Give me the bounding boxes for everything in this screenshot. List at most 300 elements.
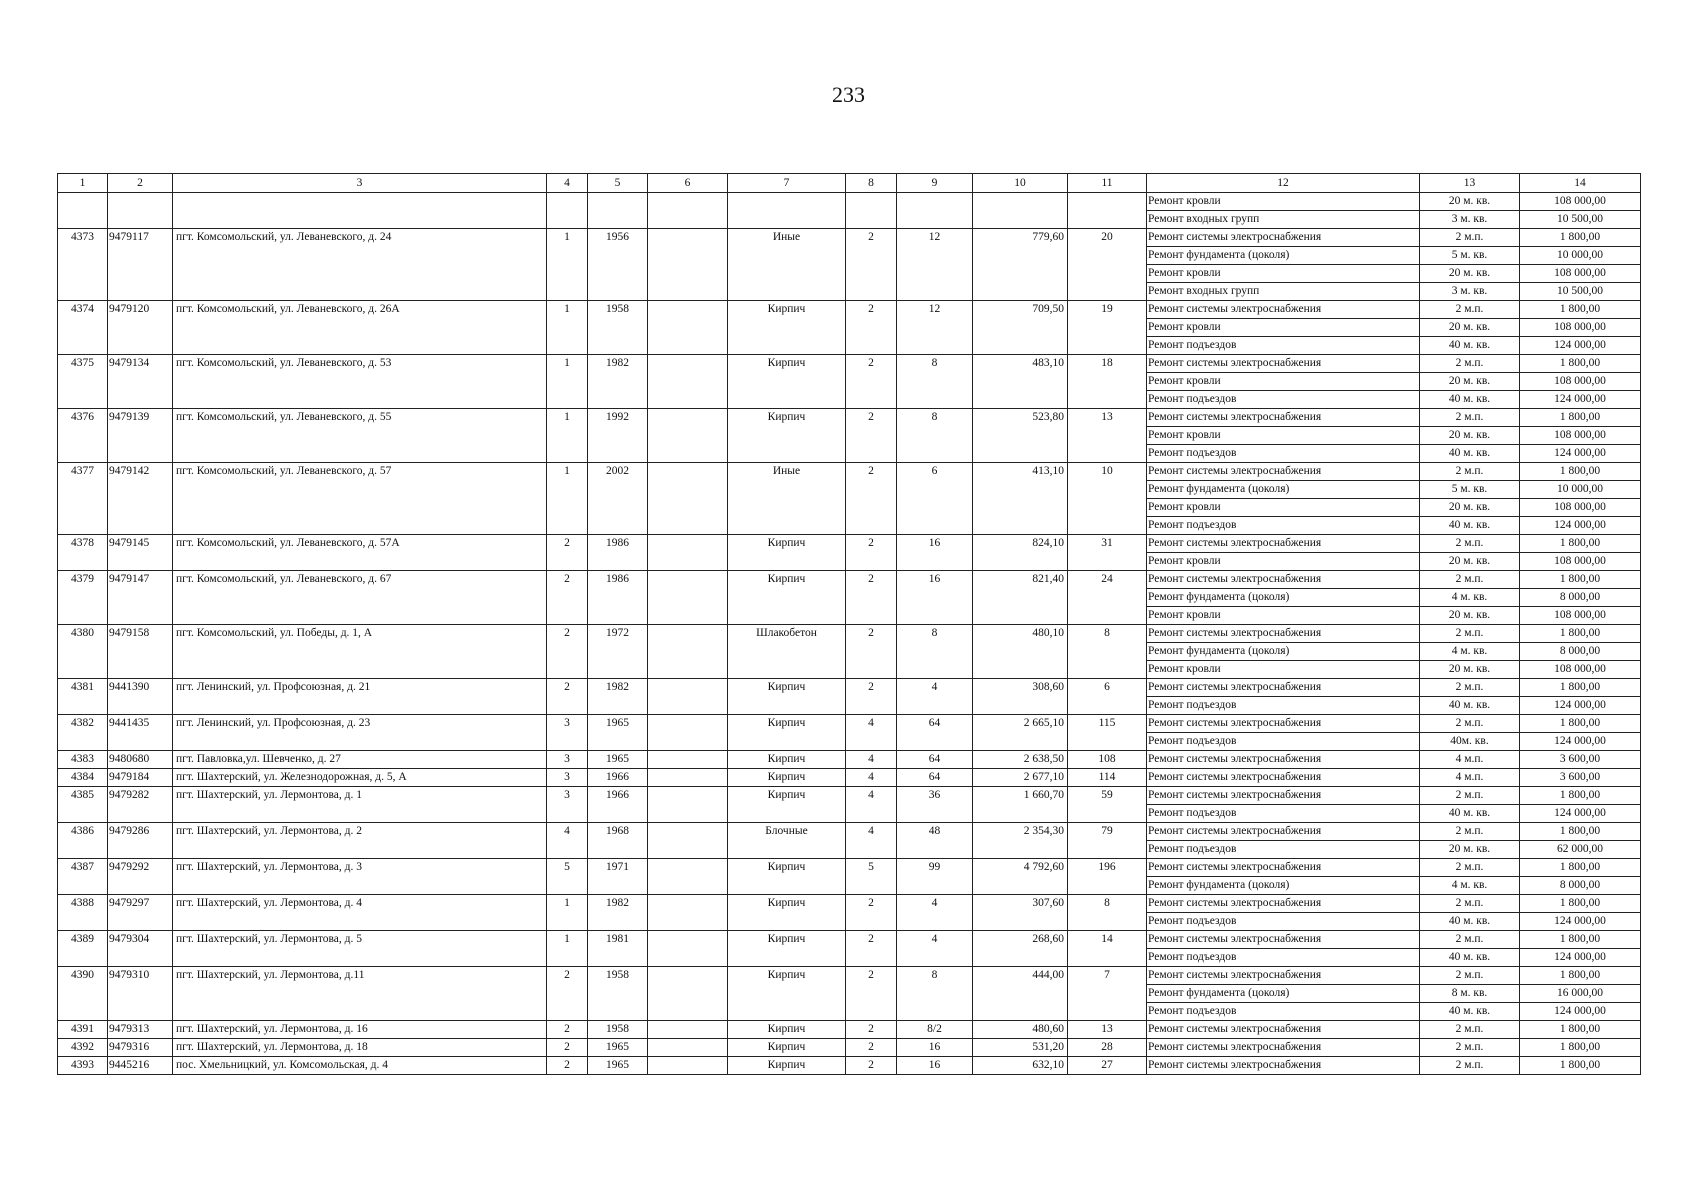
residents-cell: 13 xyxy=(1068,1021,1147,1039)
work-volume-cell: 40 м. кв. xyxy=(1420,913,1520,931)
work-type-cell: Ремонт подъездов xyxy=(1147,949,1420,967)
residents-cell: 13 xyxy=(1068,409,1147,463)
apartments-cell: 64 xyxy=(897,769,973,787)
work-type-cell: Ремонт подъездов xyxy=(1147,913,1420,931)
work-volume-cell: 2 м.п. xyxy=(1420,823,1520,841)
building-code-cell: 9480680 xyxy=(108,751,173,769)
residents-cell: 19 xyxy=(1068,301,1147,355)
residents-cell: 115 xyxy=(1068,715,1147,751)
work-volume-cell: 40 м. кв. xyxy=(1420,1003,1520,1021)
residents-cell: 108 xyxy=(1068,751,1147,769)
work-type-cell: Ремонт системы электроснабжения xyxy=(1147,823,1420,841)
work-cost-cell: 3 600,00 xyxy=(1520,769,1641,787)
entrances-cell: 4 xyxy=(846,715,897,751)
work-cost-cell: 108 000,00 xyxy=(1520,373,1641,391)
residents-cell: 7 xyxy=(1068,967,1147,1021)
column-6-cell xyxy=(648,1039,728,1057)
address-cell: пгт. Ленинский, ул. Профсоюзная, д. 23 xyxy=(173,715,547,751)
work-volume-cell: 20 м. кв. xyxy=(1420,607,1520,625)
year-cell: 1986 xyxy=(588,571,648,625)
work-cost-cell: 10 000,00 xyxy=(1520,247,1641,265)
year-cell: 1965 xyxy=(588,1039,648,1057)
building-code-cell: 9479292 xyxy=(108,859,173,895)
work-volume-cell: 20 м. кв. xyxy=(1420,265,1520,283)
work-volume-cell: 2 м.п. xyxy=(1420,967,1520,985)
table-row xyxy=(58,679,1641,697)
address-cell: пгт. Шахтерский, ул. Лермонтова, д. 4 xyxy=(173,895,547,931)
year-cell: 1972 xyxy=(588,625,648,679)
entrances-cell: 2 xyxy=(846,1039,897,1057)
residents-cell: 79 xyxy=(1068,823,1147,859)
column-header: 13 xyxy=(1420,174,1520,193)
row-number-cell: 4376 xyxy=(58,409,108,463)
column-6-cell xyxy=(648,355,728,409)
work-cost-cell: 1 800,00 xyxy=(1520,715,1641,733)
row-number-cell: 4378 xyxy=(58,535,108,571)
row-number-cell: 4393 xyxy=(58,1057,108,1075)
area-cell: 1 660,70 xyxy=(973,787,1068,823)
column-header: 9 xyxy=(897,174,973,193)
work-volume-cell: 40 м. кв. xyxy=(1420,949,1520,967)
work-volume-cell: 2 м.п. xyxy=(1420,535,1520,553)
table-row xyxy=(58,787,1641,805)
entrances-cell: 2 xyxy=(846,1021,897,1039)
column-6-cell xyxy=(648,301,728,355)
work-cost-cell: 1 800,00 xyxy=(1520,787,1641,805)
work-cost-cell: 124 000,00 xyxy=(1520,445,1641,463)
column-6-cell xyxy=(648,931,728,967)
building-code-cell: 9441435 xyxy=(108,715,173,751)
work-volume-cell: 40 м. кв. xyxy=(1420,805,1520,823)
area-cell: 523,80 xyxy=(973,409,1068,463)
work-volume-cell: 2 м.п. xyxy=(1420,229,1520,247)
apartments-cell: 16 xyxy=(897,1057,973,1075)
apartments-cell: 16 xyxy=(897,571,973,625)
work-volume-cell: 2 м.п. xyxy=(1420,931,1520,949)
address-cell: пгт. Павловка,ул. Шевченко, д. 27 xyxy=(173,751,547,769)
work-cost-cell: 108 000,00 xyxy=(1520,553,1641,571)
work-type-cell: Ремонт системы электроснабжения xyxy=(1147,1039,1420,1057)
apartments-cell: 8 xyxy=(897,409,973,463)
work-type-cell: Ремонт кровли xyxy=(1147,193,1420,211)
entrances-cell: 2 xyxy=(846,355,897,409)
work-cost-cell: 62 000,00 xyxy=(1520,841,1641,859)
column-6-cell xyxy=(648,751,728,769)
work-type-cell: Ремонт подъездов xyxy=(1147,733,1420,751)
residents-cell: 196 xyxy=(1068,859,1147,895)
table-row xyxy=(58,769,1641,787)
floors-cell: 2 xyxy=(547,967,588,1021)
residents-cell: 10 xyxy=(1068,463,1147,535)
work-type-cell: Ремонт системы электроснабжения xyxy=(1147,859,1420,877)
work-volume-cell: 4 м.п. xyxy=(1420,751,1520,769)
work-cost-cell: 1 800,00 xyxy=(1520,679,1641,697)
address-cell: пгт. Комсомольский, ул. Леваневского, д. 24 xyxy=(173,229,547,301)
row-number-cell: 4373 xyxy=(58,229,108,301)
year-cell: 1956 xyxy=(588,229,648,301)
work-type-cell: Ремонт входных групп xyxy=(1147,211,1420,229)
wall-material-cell: Кирпич xyxy=(728,931,846,967)
residents-cell: 31 xyxy=(1068,535,1147,571)
work-cost-cell: 10 000,00 xyxy=(1520,481,1641,499)
apartments-cell: 4 xyxy=(897,895,973,931)
table-row xyxy=(58,229,1641,247)
residents-cell: 27 xyxy=(1068,1057,1147,1075)
address-cell: пгт. Комсомольский, ул. Леваневского, д. 55 xyxy=(173,409,547,463)
work-cost-cell: 8 000,00 xyxy=(1520,643,1641,661)
apartments-cell: 8 xyxy=(897,355,973,409)
floors-cell: 1 xyxy=(547,229,588,301)
work-volume-cell: 3 м. кв. xyxy=(1420,283,1520,301)
floors-cell: 1 xyxy=(547,895,588,931)
wall-material-cell: Кирпич xyxy=(728,1021,846,1039)
column-6-cell xyxy=(648,409,728,463)
apartments-cell: 8 xyxy=(897,625,973,679)
work-volume-cell: 2 м.п. xyxy=(1420,625,1520,643)
row-number-cell: 4392 xyxy=(58,1039,108,1057)
column-6-cell xyxy=(648,193,728,229)
table-body xyxy=(58,193,1641,1075)
floors-cell: 3 xyxy=(547,751,588,769)
work-type-cell: Ремонт кровли xyxy=(1147,553,1420,571)
work-cost-cell: 108 000,00 xyxy=(1520,193,1641,211)
year-cell: 1965 xyxy=(588,715,648,751)
address-cell: пгт. Комсомольский, ул. Леваневского, д. 53 xyxy=(173,355,547,409)
floors-cell: 1 xyxy=(547,409,588,463)
work-cost-cell: 108 000,00 xyxy=(1520,265,1641,283)
work-volume-cell: 2 м.п. xyxy=(1420,679,1520,697)
area-cell: 413,10 xyxy=(973,463,1068,535)
work-cost-cell: 1 800,00 xyxy=(1520,301,1641,319)
residents-cell: 20 xyxy=(1068,229,1147,301)
work-cost-cell: 124 000,00 xyxy=(1520,697,1641,715)
floors-cell xyxy=(547,193,588,229)
column-header: 6 xyxy=(648,174,728,193)
work-type-cell: Ремонт системы электроснабжения xyxy=(1147,571,1420,589)
area-cell: 2 638,50 xyxy=(973,751,1068,769)
year-cell: 1981 xyxy=(588,931,648,967)
work-type-cell: Ремонт подъездов xyxy=(1147,517,1420,535)
entrances-cell: 4 xyxy=(846,787,897,823)
floors-cell: 1 xyxy=(547,931,588,967)
year-cell: 1965 xyxy=(588,1057,648,1075)
entrances-cell: 2 xyxy=(846,931,897,967)
area-cell: 2 354,30 xyxy=(973,823,1068,859)
wall-material-cell: Кирпич xyxy=(728,715,846,751)
work-type-cell: Ремонт кровли xyxy=(1147,661,1420,679)
building-code-cell: 9479145 xyxy=(108,535,173,571)
work-volume-cell: 40 м. кв. xyxy=(1420,445,1520,463)
column-header: 8 xyxy=(846,174,897,193)
floors-cell: 1 xyxy=(547,463,588,535)
area-cell: 480,10 xyxy=(973,625,1068,679)
year-cell: 1958 xyxy=(588,1021,648,1039)
column-6-cell xyxy=(648,679,728,715)
column-header: 7 xyxy=(728,174,846,193)
floors-cell: 3 xyxy=(547,787,588,823)
address-cell: пгт. Шахтерский, ул. Лермонтова, д. 16 xyxy=(173,1021,547,1039)
entrances-cell: 2 xyxy=(846,625,897,679)
building-code-cell: 9479316 xyxy=(108,1039,173,1057)
work-cost-cell: 1 800,00 xyxy=(1520,1057,1641,1075)
work-type-cell: Ремонт системы электроснабжения xyxy=(1147,715,1420,733)
apartments-cell: 8 xyxy=(897,967,973,1021)
floors-cell: 2 xyxy=(547,1039,588,1057)
work-type-cell: Ремонт подъездов xyxy=(1147,391,1420,409)
work-type-cell: Ремонт фундамента (цоколя) xyxy=(1147,643,1420,661)
wall-material-cell: Иные xyxy=(728,463,846,535)
work-volume-cell: 40м. кв. xyxy=(1420,733,1520,751)
column-6-cell xyxy=(648,769,728,787)
work-volume-cell: 40 м. кв. xyxy=(1420,391,1520,409)
work-cost-cell: 124 000,00 xyxy=(1520,1003,1641,1021)
column-6-cell xyxy=(648,625,728,679)
year-cell: 1982 xyxy=(588,895,648,931)
column-6-cell xyxy=(648,895,728,931)
building-code-cell: 9445216 xyxy=(108,1057,173,1075)
apartments-cell: 8/2 xyxy=(897,1021,973,1039)
wall-material-cell: Кирпич xyxy=(728,769,846,787)
work-volume-cell: 20 м. кв. xyxy=(1420,373,1520,391)
column-6-cell xyxy=(648,229,728,301)
year-cell: 1966 xyxy=(588,769,648,787)
column-header: 11 xyxy=(1068,174,1147,193)
work-cost-cell: 1 800,00 xyxy=(1520,535,1641,553)
apartments-cell: 6 xyxy=(897,463,973,535)
apartments-cell: 16 xyxy=(897,535,973,571)
floors-cell: 2 xyxy=(547,625,588,679)
work-volume-cell: 2 м.п. xyxy=(1420,409,1520,427)
work-cost-cell: 1 800,00 xyxy=(1520,463,1641,481)
entrances-cell: 2 xyxy=(846,229,897,301)
work-type-cell: Ремонт подъездов xyxy=(1147,805,1420,823)
table-row xyxy=(58,967,1641,985)
row-number-cell xyxy=(58,193,108,229)
work-cost-cell: 8 000,00 xyxy=(1520,589,1641,607)
apartments-cell: 4 xyxy=(897,931,973,967)
work-cost-cell: 1 800,00 xyxy=(1520,409,1641,427)
work-type-cell: Ремонт кровли xyxy=(1147,319,1420,337)
work-volume-cell: 2 м.п. xyxy=(1420,895,1520,913)
work-cost-cell: 8 000,00 xyxy=(1520,877,1641,895)
work-type-cell: Ремонт системы электроснабжения xyxy=(1147,355,1420,373)
wall-material-cell: Кирпич xyxy=(728,409,846,463)
column-header: 1 xyxy=(58,174,108,193)
work-volume-cell: 40 м. кв. xyxy=(1420,517,1520,535)
residents-cell: 8 xyxy=(1068,625,1147,679)
work-volume-cell: 40 м. кв. xyxy=(1420,337,1520,355)
address-cell: пгт. Шахтерский, ул. Лермонтова, д.11 xyxy=(173,967,547,1021)
row-number-cell: 4388 xyxy=(58,895,108,931)
table-row xyxy=(58,193,1641,211)
work-cost-cell: 1 800,00 xyxy=(1520,355,1641,373)
work-cost-cell: 1 800,00 xyxy=(1520,895,1641,913)
address-cell: пгт. Ленинский, ул. Профсоюзная, д. 21 xyxy=(173,679,547,715)
table-row xyxy=(58,463,1641,481)
work-cost-cell: 124 000,00 xyxy=(1520,517,1641,535)
work-type-cell: Ремонт кровли xyxy=(1147,499,1420,517)
work-type-cell: Ремонт входных групп xyxy=(1147,283,1420,301)
wall-material-cell: Кирпич xyxy=(728,751,846,769)
wall-material-cell: Кирпич xyxy=(728,571,846,625)
row-number-cell: 4374 xyxy=(58,301,108,355)
work-cost-cell: 1 800,00 xyxy=(1520,931,1641,949)
work-volume-cell: 2 м.п. xyxy=(1420,355,1520,373)
row-number-cell: 4375 xyxy=(58,355,108,409)
work-cost-cell: 1 800,00 xyxy=(1520,1039,1641,1057)
residents-cell xyxy=(1068,193,1147,229)
work-cost-cell: 108 000,00 xyxy=(1520,607,1641,625)
year-cell: 1982 xyxy=(588,679,648,715)
wall-material-cell: Кирпич xyxy=(728,1057,846,1075)
building-code-cell: 9479282 xyxy=(108,787,173,823)
work-cost-cell: 3 600,00 xyxy=(1520,751,1641,769)
work-type-cell: Ремонт подъездов xyxy=(1147,445,1420,463)
area-cell: 307,60 xyxy=(973,895,1068,931)
row-number-cell: 4382 xyxy=(58,715,108,751)
work-volume-cell: 4 м. кв. xyxy=(1420,589,1520,607)
address-cell: пгт. Шахтерский, ул. Лермонтова, д. 18 xyxy=(173,1039,547,1057)
work-type-cell: Ремонт системы электроснабжения xyxy=(1147,1021,1420,1039)
year-cell: 1986 xyxy=(588,535,648,571)
column-6-cell xyxy=(648,823,728,859)
work-volume-cell: 2 м.п. xyxy=(1420,571,1520,589)
wall-material-cell xyxy=(728,193,846,229)
work-cost-cell: 1 800,00 xyxy=(1520,229,1641,247)
work-type-cell: Ремонт системы электроснабжения xyxy=(1147,967,1420,985)
floors-cell: 2 xyxy=(547,1057,588,1075)
area-cell: 821,40 xyxy=(973,571,1068,625)
work-type-cell: Ремонт кровли xyxy=(1147,373,1420,391)
residents-cell: 114 xyxy=(1068,769,1147,787)
table-row xyxy=(58,931,1641,949)
work-cost-cell: 10 500,00 xyxy=(1520,283,1641,301)
building-code-cell xyxy=(108,193,173,229)
area-cell: 709,50 xyxy=(973,301,1068,355)
work-type-cell: Ремонт системы электроснабжения xyxy=(1147,769,1420,787)
work-type-cell: Ремонт фундамента (цоколя) xyxy=(1147,481,1420,499)
work-volume-cell: 2 м.п. xyxy=(1420,1057,1520,1075)
building-code-cell: 9479134 xyxy=(108,355,173,409)
work-cost-cell: 1 800,00 xyxy=(1520,571,1641,589)
building-code-cell: 9479117 xyxy=(108,229,173,301)
floors-cell: 1 xyxy=(547,355,588,409)
building-code-cell: 9479184 xyxy=(108,769,173,787)
area-cell: 483,10 xyxy=(973,355,1068,409)
work-type-cell: Ремонт системы электроснабжения xyxy=(1147,895,1420,913)
table-row xyxy=(58,571,1641,589)
work-volume-cell: 20 м. кв. xyxy=(1420,661,1520,679)
work-volume-cell: 2 м.п. xyxy=(1420,1039,1520,1057)
year-cell: 1958 xyxy=(588,301,648,355)
wall-material-cell: Кирпич xyxy=(728,967,846,1021)
apartments-cell: 4 xyxy=(897,679,973,715)
row-number-cell: 4389 xyxy=(58,931,108,967)
entrances-cell: 2 xyxy=(846,463,897,535)
area-cell: 268,60 xyxy=(973,931,1068,967)
work-volume-cell: 3 м. кв. xyxy=(1420,211,1520,229)
apartments-cell: 12 xyxy=(897,301,973,355)
table-row xyxy=(58,751,1641,769)
wall-material-cell: Кирпич xyxy=(728,787,846,823)
column-6-cell xyxy=(648,859,728,895)
column-header: 10 xyxy=(973,174,1068,193)
work-type-cell: Ремонт кровли xyxy=(1147,265,1420,283)
address-cell: пгт. Комсомольский, ул. Леваневского, д. 57 xyxy=(173,463,547,535)
work-volume-cell: 4 м.п. xyxy=(1420,769,1520,787)
apartments-cell: 36 xyxy=(897,787,973,823)
row-number-cell: 4380 xyxy=(58,625,108,679)
work-type-cell: Ремонт подъездов xyxy=(1147,1003,1420,1021)
wall-material-cell: Кирпич xyxy=(728,1039,846,1057)
table-row xyxy=(58,715,1641,733)
address-cell: пгт. Шахтерский, ул. Лермонтова, д. 5 xyxy=(173,931,547,967)
work-volume-cell: 5 м. кв. xyxy=(1420,481,1520,499)
work-cost-cell: 10 500,00 xyxy=(1520,211,1641,229)
work-type-cell: Ремонт фундамента (цоколя) xyxy=(1147,877,1420,895)
apartments-cell: 64 xyxy=(897,715,973,751)
year-cell: 1965 xyxy=(588,751,648,769)
entrances-cell: 4 xyxy=(846,823,897,859)
residents-cell: 18 xyxy=(1068,355,1147,409)
work-volume-cell: 2 м.п. xyxy=(1420,787,1520,805)
area-cell: 2 665,10 xyxy=(973,715,1068,751)
row-number-cell: 4381 xyxy=(58,679,108,715)
work-volume-cell: 40 м. кв. xyxy=(1420,697,1520,715)
work-cost-cell: 16 000,00 xyxy=(1520,985,1641,1003)
work-cost-cell: 124 000,00 xyxy=(1520,913,1641,931)
address-cell: пгт. Шахтерский, ул. Железнодорожная, д. 5, А xyxy=(173,769,547,787)
building-code-cell: 9479147 xyxy=(108,571,173,625)
work-type-cell: Ремонт системы электроснабжения xyxy=(1147,625,1420,643)
address-cell: пгт. Комсомольский, ул. Леваневского, д. 67 xyxy=(173,571,547,625)
work-volume-cell: 4 м. кв. xyxy=(1420,643,1520,661)
residents-cell: 24 xyxy=(1068,571,1147,625)
area-cell: 632,10 xyxy=(973,1057,1068,1075)
table-row xyxy=(58,409,1641,427)
work-cost-cell: 124 000,00 xyxy=(1520,733,1641,751)
area-cell: 308,60 xyxy=(973,679,1068,715)
work-volume-cell: 20 м. кв. xyxy=(1420,499,1520,517)
work-type-cell: Ремонт подъездов xyxy=(1147,841,1420,859)
entrances-cell: 2 xyxy=(846,571,897,625)
year-cell: 1992 xyxy=(588,409,648,463)
wall-material-cell: Кирпич xyxy=(728,895,846,931)
column-header: 14 xyxy=(1520,174,1641,193)
wall-material-cell: Иные xyxy=(728,229,846,301)
year-cell: 2002 xyxy=(588,463,648,535)
work-type-cell: Ремонт системы электроснабжения xyxy=(1147,679,1420,697)
entrances-cell: 4 xyxy=(846,769,897,787)
work-type-cell: Ремонт кровли xyxy=(1147,607,1420,625)
column-header: 12 xyxy=(1147,174,1420,193)
entrances-cell: 2 xyxy=(846,895,897,931)
building-code-cell: 9479313 xyxy=(108,1021,173,1039)
column-header: 3 xyxy=(173,174,547,193)
work-type-cell: Ремонт системы электроснабжения xyxy=(1147,931,1420,949)
work-cost-cell: 108 000,00 xyxy=(1520,661,1641,679)
work-cost-cell: 1 800,00 xyxy=(1520,967,1641,985)
year-cell xyxy=(588,193,648,229)
work-type-cell: Ремонт системы электроснабжения xyxy=(1147,787,1420,805)
work-cost-cell: 1 800,00 xyxy=(1520,859,1641,877)
work-type-cell: Ремонт системы электроснабжения xyxy=(1147,751,1420,769)
entrances-cell: 4 xyxy=(846,751,897,769)
building-code-cell: 9479297 xyxy=(108,895,173,931)
table-row xyxy=(58,1021,1641,1039)
work-type-cell: Ремонт системы электроснабжения xyxy=(1147,409,1420,427)
work-type-cell: Ремонт системы электроснабжения xyxy=(1147,229,1420,247)
